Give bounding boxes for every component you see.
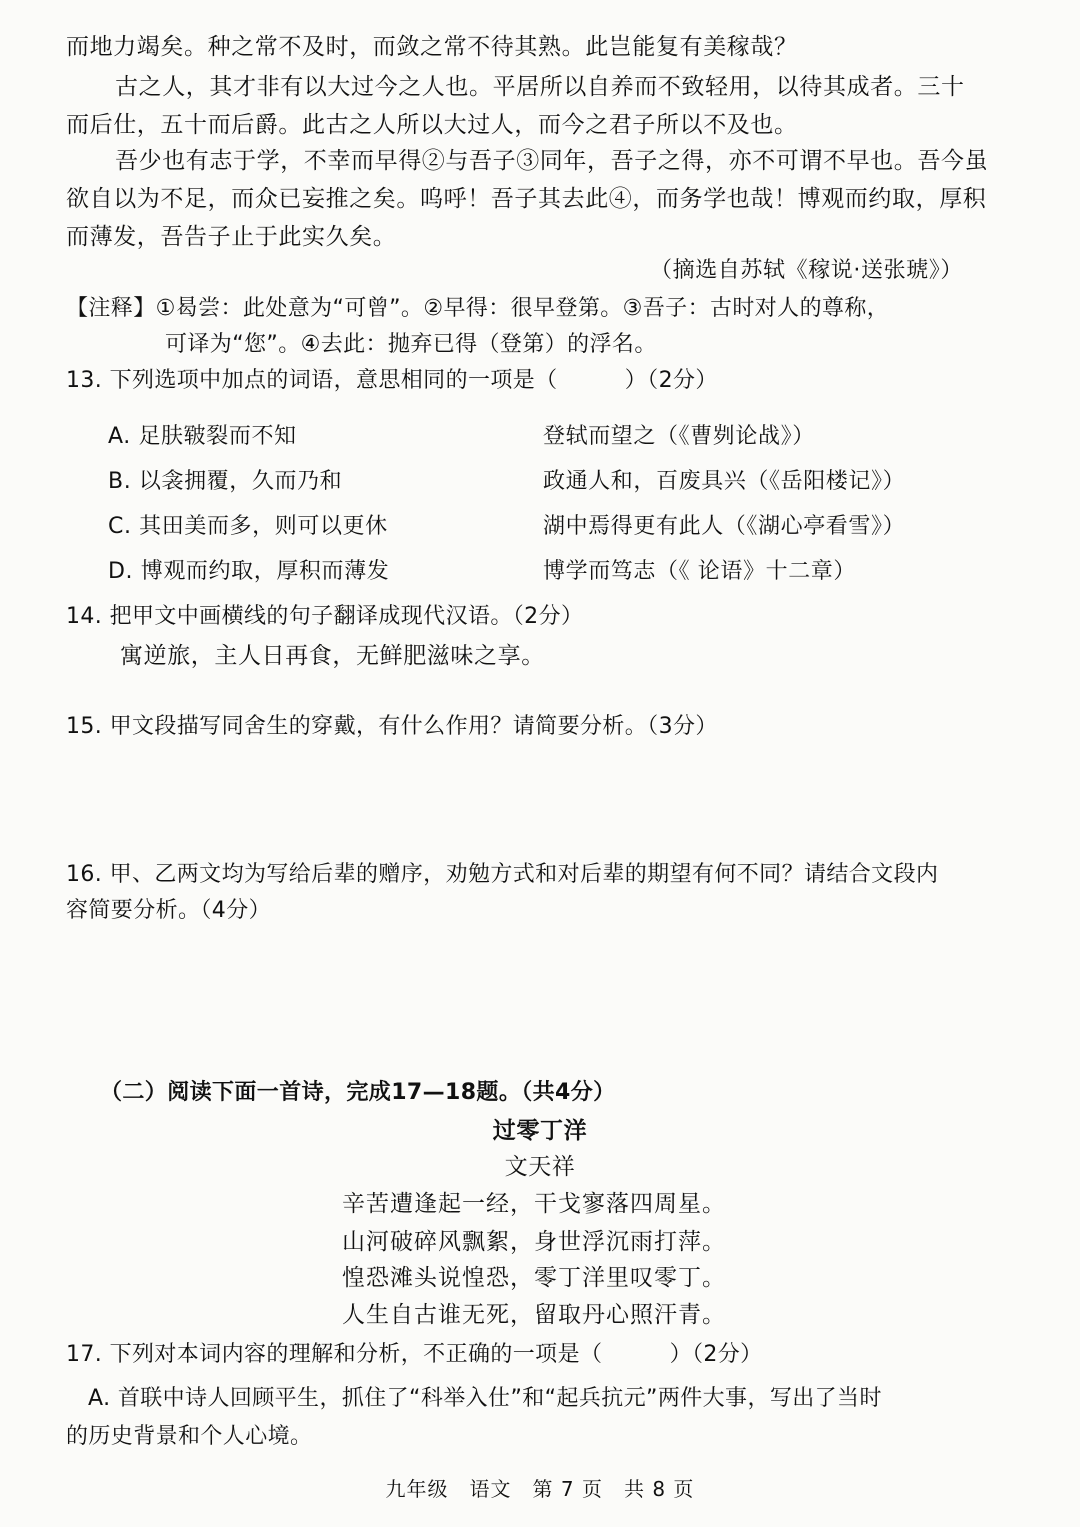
q13-option-c-left: C. 其田美而多，则可以更休 [108, 514, 388, 539]
q13-option-a-right: 登轼而望之（《曹刿论战》） [543, 424, 815, 449]
passage-line: 吾少也有志于学，不幸而早得②与吾子③同年，吾子之得，亦不可谓不早也。吾今虽 [115, 148, 989, 174]
q13-option-a-left: A. 足肤皲裂而不知 [108, 424, 297, 449]
poem-author: 文天祥 [504, 1154, 576, 1180]
passage-line: 古之人，其才非有以大过今之人也。平居所以自养而不致轻用，以待其成者。三十 [115, 74, 965, 100]
q17-option-a-line: A. 首联中诗人回顾平生，抓住了“科举入仕”和“起兵抗元”两件大事，写出了当时 [88, 1386, 882, 1411]
poem-line: 人生自古谁无死，留取丹心照汗青。 [342, 1302, 726, 1328]
question-16-line: 容简要分析。（4分） [66, 898, 271, 923]
poem-line: 辛苦遭逢起一经，干戈寥落四周星。 [342, 1191, 726, 1217]
question-13-stem: 13. 下列选项中加点的词语，意思相同的一项是（ ）（2分） [66, 368, 718, 393]
question-14-sentence: 寓逆旅，主人日再食，无鲜肥滋味之享。 [120, 643, 545, 669]
passage-line: 而地力竭矣。种之常不及时，而敛之常不待其熟。此岂能复有美稼哉？ [66, 34, 798, 60]
q13-option-b-right: 政通人和，百废具兴（《岳阳楼记》） [543, 469, 906, 494]
passage-line: 而后仕，五十而后爵。此古之人所以大过人，而今之君子所以不及也。 [66, 112, 798, 138]
annotation-line: 【注释】①曷尝：此处意为“可曾”。②早得：很早登第。③吾子：古时对人的尊称， [66, 296, 890, 321]
question-14-stem: 14. 把甲文中画横线的句子翻译成现代汉语。（2分） [66, 604, 584, 629]
q13-option-c-right: 湖中焉得更有此人（《湖心亭看雪》） [543, 514, 906, 539]
passage-line: 而薄发，吾告子止于此实久矣。 [66, 224, 397, 250]
question-16-line: 16. 甲、乙两文均为写给后辈的赠序，劝勉方式和对后辈的期望有何不同？请结合文段内 [66, 862, 939, 887]
q13-option-b-left: B. 以衾拥覆，久而乃和 [108, 469, 343, 494]
section-2-heading: （二）阅读下面一首诗，完成17—18题。（共4分） [100, 1080, 616, 1105]
passage-line: 欲自以为不足，而众已妄推之矣。呜呼！吾子其去此④，而务学也哉！博观而约取，厚积 [66, 186, 987, 212]
question-17-stem: 17. 下列对本词内容的理解和分析，不正确的一项是（ ）（2分） [66, 1342, 763, 1367]
annotation-line: 可译为“您”。④去此：抛弃已得（登第）的浮名。 [165, 332, 657, 357]
poem-line: 惶恐滩头说惶恐，零丁洋里叹零丁。 [342, 1265, 726, 1291]
q13-option-d-left: D. 博观而约取，厚积而薄发 [108, 559, 390, 584]
q13-option-d-right: 博学而笃志（《 论语》十二章） [543, 559, 856, 584]
question-15-stem: 15. 甲文段描写同舍生的穿戴，有什么作用？请简要分析。（3分） [66, 714, 718, 739]
q17-option-a-line: 的历史背景和个人心境。 [66, 1424, 313, 1449]
poem-title: 过零丁洋 [492, 1117, 588, 1144]
page-footer: 九年级 语文 第 7 页 共 8 页 [385, 1477, 695, 1501]
passage-source: （摘选自苏轼《稼说·送张琥》） [650, 258, 963, 283]
poem-line: 山河破碎风飘絮，身世浮沉雨打萍。 [342, 1229, 726, 1255]
